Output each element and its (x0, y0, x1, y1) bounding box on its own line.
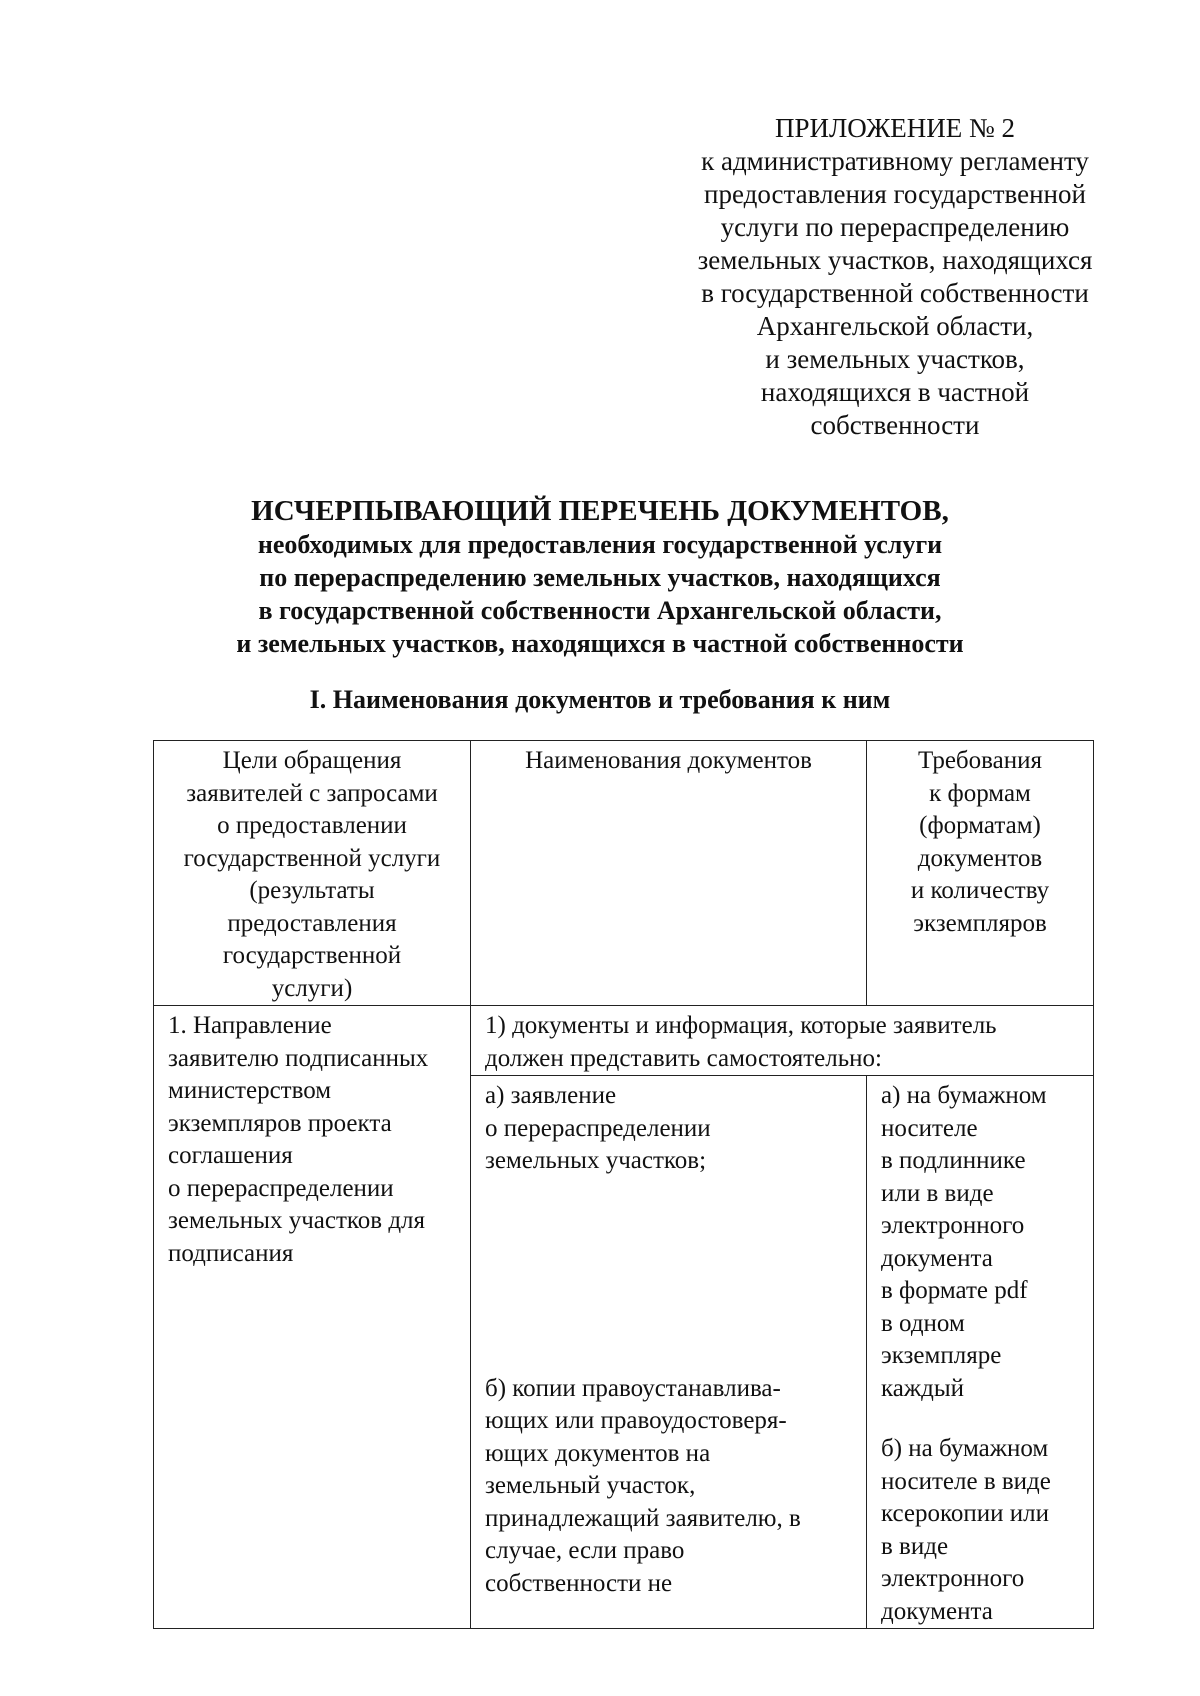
requirement-b-line: в виде (881, 1532, 949, 1560)
appendix-line: находящихся в частной (760, 377, 1030, 407)
document-title-main: ИСЧЕРПЫВАЮЩИЙ ПЕРЕЧЕНЬ ДОКУМЕНТОВ, (251, 495, 949, 527)
document-a-line: земельных участков; (485, 1147, 707, 1174)
header-cell-documents (471, 741, 867, 1006)
group-heading-line: должен представить самостоятельно: (485, 1044, 882, 1072)
goal-line: соглашения (168, 1142, 293, 1169)
document-title-line: необходимых для предоставления государственной услуги (257, 530, 943, 559)
header-line: (результаты (249, 877, 375, 904)
appendix-line: собственности (810, 410, 980, 440)
requirement-a-line: или в виде (881, 1179, 994, 1207)
header-line: предоставления (227, 909, 397, 937)
goal-line: подписания (168, 1239, 294, 1267)
requirement-a-line: в подлиннике (881, 1147, 1026, 1174)
header-line: Наименования документов (525, 747, 812, 774)
document-b-line: ющих или правоудостоверя- (485, 1407, 787, 1434)
header-line: государственной (222, 942, 402, 969)
header-line: экземпляров (913, 909, 1047, 937)
document-a-line: а) заявление (485, 1082, 617, 1109)
header-line: к формам (929, 779, 1031, 807)
document-title-line: и земельных участков, находящихся в частной собственности (236, 629, 964, 658)
document-b-line: земельный участок, (485, 1472, 696, 1499)
header-line: услуги) (271, 974, 353, 1002)
goal-line: экземпляров проекта (168, 1109, 392, 1137)
requirement-b-line: носителе в виде (881, 1467, 1051, 1495)
document-a-line: о перераспределении (485, 1114, 711, 1142)
group-heading-line: 1) документы и информация, которые заявитель (485, 1012, 997, 1039)
document-title (150, 494, 1050, 660)
appendix-line: Архангельской области, (756, 311, 1034, 341)
requirement-b-line: электронного (881, 1565, 1025, 1592)
goal-line: о перераспределении (168, 1174, 394, 1202)
spacer (485, 1178, 860, 1373)
appendix-line: к административному регламенту (701, 146, 1089, 176)
requirement-b-line: б) на бумажном (881, 1435, 1049, 1462)
header-line: Требования (918, 747, 1042, 774)
document-b-line: собственности не (485, 1569, 673, 1597)
goal-line: 1. Направление (168, 1012, 332, 1039)
requirements-cell (867, 1076, 1094, 1629)
header-line: (форматам) (919, 812, 1041, 839)
requirement-a-line: документа (881, 1244, 993, 1272)
requirement-a-line: а) на бумажном (881, 1082, 1047, 1109)
document-b-line: случае, если право (485, 1537, 685, 1564)
document-b-line: ющих документов на (485, 1439, 711, 1467)
section-title: I. Наименования документов и требования к ним (309, 685, 891, 714)
goal-line: заявителю подписанных (168, 1044, 429, 1072)
table-header-row (154, 741, 1094, 1006)
requirement-a-line: в одном (881, 1309, 965, 1337)
goal-cell (154, 1006, 471, 1629)
document-b-line: б) копии правоустанавлива- (485, 1374, 781, 1402)
header-line: о предоставлении (217, 812, 407, 839)
spacer (881, 1405, 1087, 1433)
appendix-line: услуги по перераспределению (720, 212, 1070, 242)
header-line: документов (917, 844, 1043, 872)
document-title-line: в государственной собственности Архангельской области, (258, 596, 942, 625)
group-heading-cell (471, 1006, 1094, 1076)
requirement-b-line: документа (881, 1597, 993, 1625)
header-line: государственной услуги (183, 844, 441, 872)
document-b-line: принадлежащий заявителю, в (485, 1504, 801, 1532)
appendix-header (660, 112, 1130, 442)
appendix-line: предоставления государственной (704, 179, 1086, 209)
header-line: и количеству (910, 877, 1050, 904)
requirement-a-line: электронного (881, 1212, 1025, 1239)
goal-line: земельных участков для (168, 1207, 426, 1234)
documents-cell (471, 1076, 867, 1629)
requirement-a-line: носителе (881, 1114, 978, 1142)
header-line: заявителей с запросами (186, 779, 438, 807)
appendix-line: в государственной собственности (701, 278, 1089, 308)
goal-line: министерством (168, 1077, 332, 1104)
document-title-line: по перераспределению земельных участков, находящихся (259, 563, 941, 592)
documents-table (153, 740, 1094, 1629)
requirement-a-line: экземпляре (881, 1342, 1002, 1369)
header-line: Цели обращения (222, 747, 402, 774)
appendix-line: земельных участков, находящихся (697, 245, 1093, 275)
requirement-b-line: ксерокопии или (881, 1500, 1050, 1527)
table-row (154, 1006, 1094, 1076)
header-cell-requirements (867, 741, 1094, 1006)
requirement-a-line: в формате pdf (881, 1277, 1028, 1304)
header-cell-goals (154, 741, 471, 1006)
appendix-line: и земельных участков, (765, 344, 1025, 374)
appendix-line: ПРИЛОЖЕНИЕ № 2 (774, 113, 1016, 143)
requirement-a-line: каждый (881, 1374, 965, 1402)
